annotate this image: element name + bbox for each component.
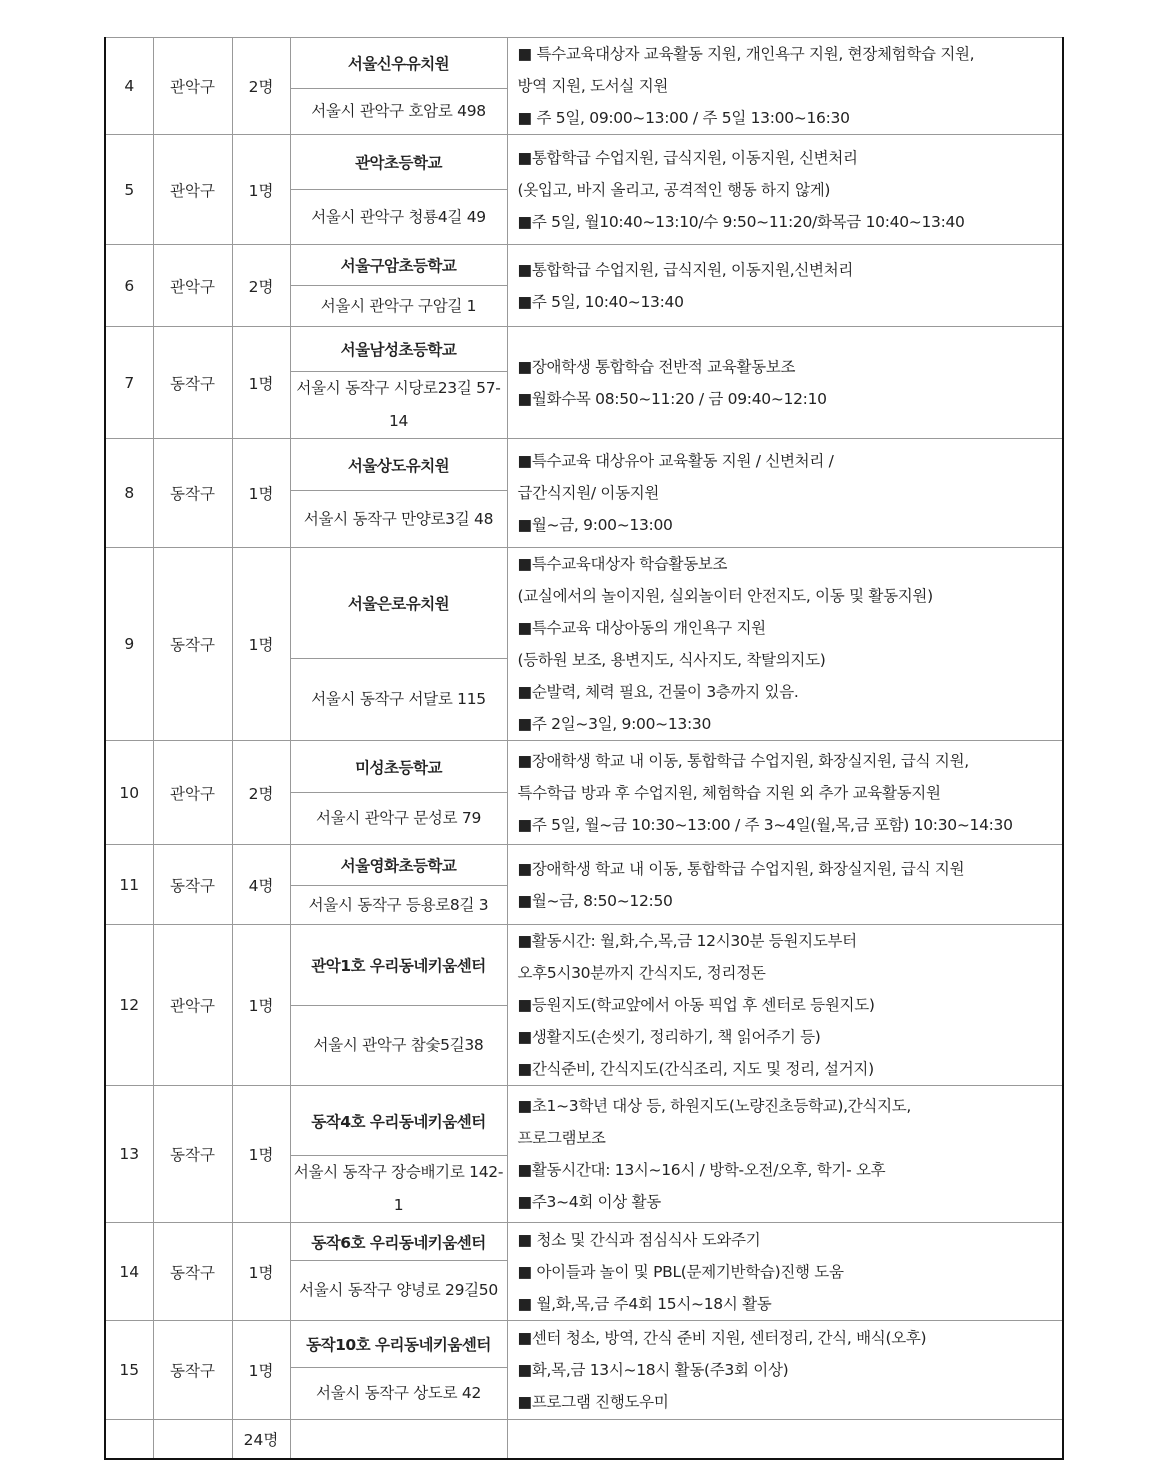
table-row [105,925,1063,1006]
duty-line: (옷입고, 바지 올리고, 공격적인 행동 하지 않게) [517,180,831,199]
duty-description [507,1223,1063,1321]
duty-line: ■특수교육대상자 학습활동보조 [517,555,728,573]
duty-line: ■센터 청소, 방역, 간식 준비 지원, 센터정리, 간식, 배식(오후) [517,1329,927,1347]
institution-address: 서울시 동작구 시당로23길 57-14 [290,372,507,439]
table-body [105,38,1063,1460]
duty-line: ■통합학급 수업지원, 급식지원, 이동지원, 신변처리 [517,148,858,167]
district: 동작구 [153,548,232,741]
duty-line: ■간식준비, 간식지도(간식조리, 지도 및 정리, 설거지) [517,1060,874,1078]
duty-description [507,925,1063,1086]
duty-description [507,845,1063,925]
row-number: 13 [105,1086,153,1223]
duty-line: ■장애학생 통합학습 전반적 교육활동보조 [517,357,796,376]
table-row [105,327,1063,372]
duty-description [507,245,1063,327]
duty-line: ■주 5일, 10:40~13:40 [517,292,684,311]
duty-description [507,38,1063,135]
institution-name: 서울남성초등학교 [290,327,507,372]
headcount: 1명 [232,1223,290,1321]
headcount: 1명 [232,439,290,548]
district: 관악구 [153,245,232,327]
total-district-cell [153,1420,232,1460]
total-name-cell [290,1420,507,1460]
row-number: 11 [105,845,153,925]
duty-description [507,135,1063,245]
duty-description [507,439,1063,548]
institution-address: 서울시 동작구 상도로 42 [290,1368,507,1420]
duty-line: 특수학급 방과 후 수업지원, 체험학습 지원 외 추가 교육활동지원 [517,783,941,802]
duty-description [507,548,1063,741]
district: 동작구 [153,845,232,925]
headcount: 2명 [232,245,290,327]
district: 관악구 [153,135,232,245]
row-number: 5 [105,135,153,245]
district: 동작구 [153,1321,232,1420]
duty-line: ■ 주 5일, 09:00~13:00 / 주 5일 13:00~16:30 [517,109,850,127]
institution-address: 서울시 동작구 장승배기로 142-1 [290,1156,507,1223]
table-row [105,741,1063,793]
institution-name: 관악1호 우리동네키움센터 [290,925,507,1006]
total-count: 24명 [232,1420,290,1460]
duty-line: 프로그램보조 [517,1129,606,1147]
duty-line: 방역 지원, 도서실 지원 [517,77,669,95]
duty-line: ■주 5일, 월~금 10:30~13:00 / 주 3~4일(월,목,금 포함) 10:30~14:30 [517,815,1013,834]
row-number: 12 [105,925,153,1086]
duty-line: ■월화수목 08:50~11:20 / 금 09:40~12:10 [517,389,827,408]
district: 동작구 [153,327,232,439]
duty-line: ■프로그램 진행도우미 [517,1393,669,1411]
duty-line: ■주 5일, 월10:40~13:10/수 9:50~11:20/화목금 10:40~13:40 [517,212,965,231]
duty-description [507,1321,1063,1420]
headcount: 1명 [232,1321,290,1420]
headcount: 2명 [232,38,290,135]
institution-name: 서울상도유치원 [290,439,507,491]
duty-description [507,327,1063,439]
table-row [105,1223,1063,1261]
table-row [105,845,1063,886]
institution-address: 서울시 동작구 양녕로 29길50 [290,1261,507,1321]
duty-line: ■활동시간: 월,화,수,목,금 12시30분 등원지도부터 [517,932,857,950]
duty-line: ■주3~4회 이상 활동 [517,1193,661,1211]
duty-line: ■장애학생 학교 내 이동, 통합학급 수업지원, 화장실지원, 급식 지원, [517,751,969,770]
table-row [105,1086,1063,1156]
institution-address: 서울시 관악구 청룡4길 49 [290,190,507,245]
district: 관악구 [153,38,232,135]
table-row [105,548,1063,659]
district: 관악구 [153,925,232,1086]
row-number: 4 [105,38,153,135]
institution-address: 서울시 동작구 만양로3길 48 [290,491,507,548]
duty-line: ■ 청소 및 간식과 점심식사 도와주기 [517,1230,761,1249]
duty-description [507,741,1063,845]
row-number: 9 [105,548,153,741]
institution-name: 서울은로유치원 [290,548,507,659]
institution-name: 서울신우유치원 [290,38,507,89]
headcount: 1명 [232,925,290,1086]
duty-line: (등하원 보조, 용변지도, 식사지도, 착탈의지도) [517,651,826,669]
institution-address: 서울시 동작구 서달로 115 [290,658,507,740]
row-number: 14 [105,1223,153,1321]
duty-line: ■초1~3학년 대상 등, 하원지도(노량진초등학교),간식지도, [517,1097,912,1115]
duty-line: ■등원지도(학교앞에서 아동 픽업 후 센터로 등원지도) [517,996,875,1014]
duty-line: ■순발력, 체력 필요, 건물이 3층까지 있음. [517,683,799,701]
duty-line: ■통합학급 수업지원, 급식지원, 이동지원,신변처리 [517,260,854,279]
institution-address: 서울시 관악구 호암로 498 [290,88,507,134]
institution-name: 서울구암초등학교 [290,245,507,286]
institution-address: 서울시 관악구 구암길 1 [290,286,507,327]
total-desc-cell [507,1420,1063,1460]
duty-line: ■생활지도(손씻기, 정리하기, 책 읽어주기 등) [517,1028,821,1046]
institution-address: 서울시 관악구 문성로 79 [290,793,507,845]
duty-line: 급간식지원/ 이동지원 [517,484,660,502]
table-row [105,245,1063,286]
table-row [105,439,1063,491]
row-number: 10 [105,741,153,845]
duty-line: ■월~금, 9:00~13:00 [517,516,673,534]
total-row [105,1420,1063,1460]
duty-line: ■장애학생 학교 내 이동, 통합학급 수업지원, 화장실지원, 급식 지원 [517,859,965,878]
table-row [105,38,1063,89]
institution-address: 서울시 관악구 참숯5길38 [290,1006,507,1086]
duty-line: ■ 아이들과 놀이 및 PBL(문제기반학습)진행 도움 [517,1262,844,1281]
duty-line: ■ 월,화,목,금 주4회 15시~18시 활동 [517,1294,772,1313]
institution-name: 동작6호 우리동네키움센터 [290,1223,507,1261]
headcount: 1명 [232,1086,290,1223]
total-no-cell [105,1420,153,1460]
row-number: 15 [105,1321,153,1420]
headcount: 1명 [232,327,290,439]
institution-name: 동작4호 우리동네키움센터 [290,1086,507,1156]
headcount: 1명 [232,135,290,245]
district: 동작구 [153,439,232,548]
institution-name: 서울영화초등학교 [290,845,507,886]
institution-address: 서울시 동작구 등용로8길 3 [290,886,507,925]
table-row [105,135,1063,190]
duty-line: ■월~금, 8:50~12:50 [517,891,673,910]
institution-name: 동작10호 우리동네키움센터 [290,1321,507,1368]
district: 동작구 [153,1223,232,1321]
district: 동작구 [153,1086,232,1223]
volunteer-placement-table [104,37,1064,1460]
duty-line: ■ 특수교육대상자 교육활동 지원, 개인욕구 지원, 현장체험학습 지원, [517,45,975,63]
duty-line: ■활동시간대: 13시~16시 / 방학-오전/오후, 학기- 오후 [517,1161,886,1179]
table-row [105,1321,1063,1368]
row-number: 7 [105,327,153,439]
row-number: 8 [105,439,153,548]
duty-line: (교실에서의 놀이지원, 실외놀이터 안전지도, 이동 및 활동지원) [517,587,933,605]
district: 관악구 [153,741,232,845]
institution-name: 미성초등학교 [290,741,507,793]
duty-description [507,1086,1063,1223]
duty-line: ■특수교육 대상유아 교육활동 지원 / 신변처리 / [517,452,834,470]
headcount: 2명 [232,741,290,845]
duty-line: ■특수교육 대상아동의 개인욕구 지원 [517,619,766,637]
headcount: 1명 [232,548,290,741]
headcount: 4명 [232,845,290,925]
duty-line: 오후5시30분까지 간식지도, 정리정돈 [517,964,766,982]
duty-line: ■주 2일~3일, 9:00~13:30 [517,715,712,733]
duty-line: ■화,목,금 13시~18시 활동(주3회 이상) [517,1361,789,1379]
institution-name: 관악초등학교 [290,135,507,190]
row-number: 6 [105,245,153,327]
